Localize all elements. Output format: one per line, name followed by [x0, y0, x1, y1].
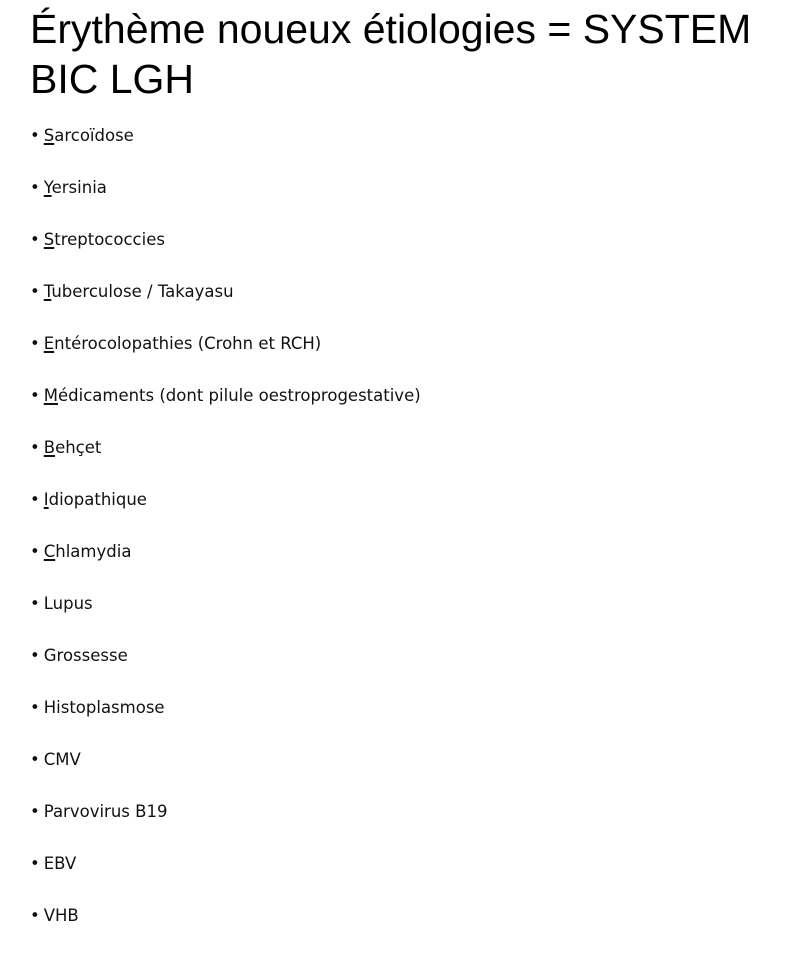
- item-text: Lupus: [43, 594, 93, 613]
- item-text: édicaments (dont pilule oestroprogestative): [57, 386, 421, 405]
- item-text: EBV: [43, 854, 77, 873]
- bullet-icon: •: [30, 438, 40, 457]
- document-page: [30, 0, 770, 958]
- list-item: [30, 750, 770, 802]
- page-title: Érythème noueux étiologies = SYSTEM BIC LGH: [30, 6, 752, 102]
- item-text: CMV: [43, 750, 81, 769]
- mnemonic-initial: T: [43, 282, 52, 301]
- bullet-icon: •: [30, 646, 40, 665]
- list-item: [30, 386, 770, 438]
- bullet-icon: •: [30, 594, 40, 613]
- list-item: [30, 906, 770, 958]
- list-item: [30, 126, 770, 178]
- mnemonic-initial: S: [43, 230, 55, 249]
- bullet-icon: •: [30, 490, 40, 509]
- bullet-icon: •: [30, 854, 40, 873]
- item-text: Histoplasmose: [43, 698, 165, 717]
- bullet-icon: •: [30, 282, 40, 301]
- mnemonic-initial: Y: [43, 178, 52, 197]
- list-item: [30, 698, 770, 750]
- item-text: ersinia: [51, 178, 107, 197]
- item-text: VHB: [43, 906, 79, 925]
- item-text: Parvovirus B19: [43, 802, 168, 821]
- list-item: [30, 594, 770, 646]
- item-text: uberculose / Takayasu: [51, 282, 234, 301]
- list-item: [30, 438, 770, 490]
- item-text: arcoïdose: [54, 126, 134, 145]
- bullet-icon: •: [30, 126, 40, 145]
- item-text: hlamydia: [55, 542, 132, 561]
- list-item: [30, 646, 770, 698]
- mnemonic-initial: E: [43, 334, 55, 353]
- bullet-icon: •: [30, 750, 40, 769]
- mnemonic-initial: M: [43, 386, 58, 405]
- item-text: treptococcies: [54, 230, 165, 249]
- list-item: [30, 282, 770, 334]
- mnemonic-initial: S: [43, 126, 55, 145]
- etiology-list: [30, 126, 770, 958]
- list-item: [30, 230, 770, 282]
- bullet-icon: •: [30, 386, 40, 405]
- list-item: [30, 490, 770, 542]
- list-item: [30, 334, 770, 386]
- item-text: ehçet: [55, 438, 102, 457]
- item-text: Grossesse: [43, 646, 128, 665]
- mnemonic-initial: B: [43, 438, 56, 457]
- list-item: [30, 802, 770, 854]
- mnemonic-initial: I: [43, 490, 49, 509]
- mnemonic-initial: C: [43, 542, 56, 561]
- bullet-icon: •: [30, 698, 40, 717]
- bullet-icon: •: [30, 230, 40, 249]
- list-item: [30, 178, 770, 230]
- item-text: diopathique: [48, 490, 147, 509]
- list-item: [30, 854, 770, 906]
- bullet-icon: •: [30, 542, 40, 561]
- bullet-icon: •: [30, 906, 40, 925]
- bullet-icon: •: [30, 334, 40, 353]
- bullet-icon: •: [30, 178, 40, 197]
- item-text: ntérocolopathies (Crohn et RCH): [54, 334, 322, 353]
- list-item: [30, 542, 770, 594]
- bullet-icon: •: [30, 802, 40, 821]
